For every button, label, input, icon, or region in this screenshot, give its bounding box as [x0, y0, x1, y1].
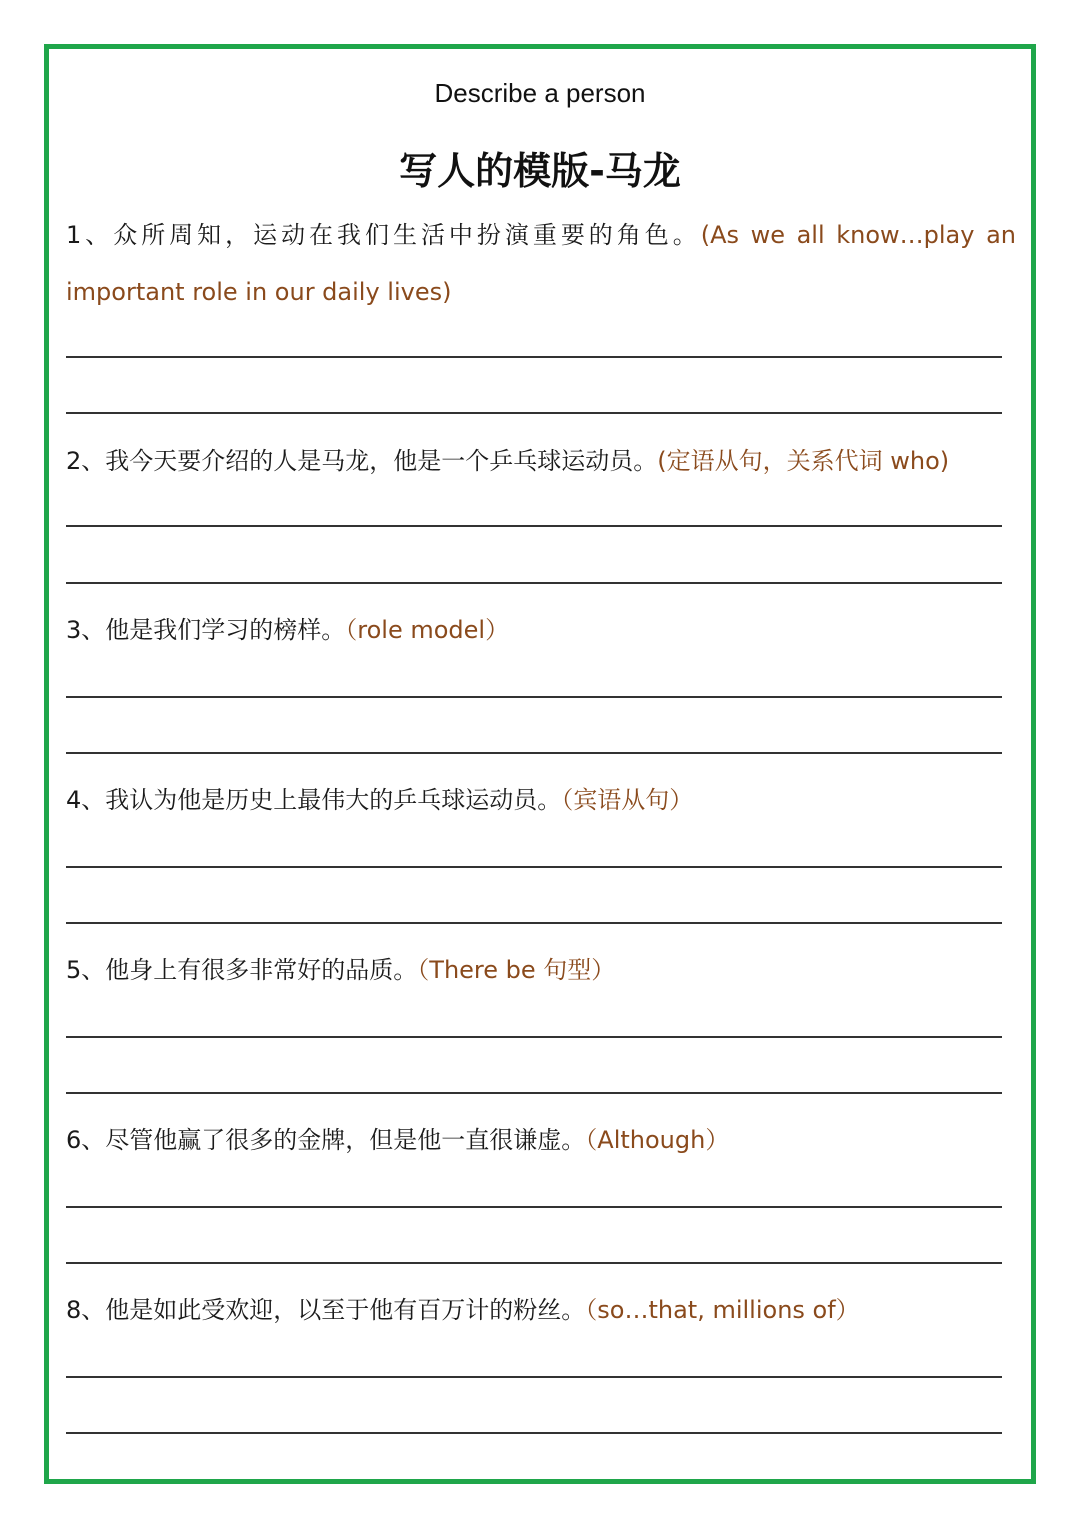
- answer-line[interactable]: [66, 752, 1002, 754]
- prompt-5: [66, 942, 1016, 999]
- answer-line[interactable]: [66, 356, 1002, 358]
- answer-line[interactable]: [66, 1036, 1002, 1038]
- prompt-1: [66, 207, 1016, 321]
- prompt-4-hint: （宾语从句）: [561, 786, 694, 814]
- prompt-6-hint: （Although）: [585, 1126, 730, 1154]
- answer-line[interactable]: [66, 525, 1002, 527]
- answer-line[interactable]: [66, 1206, 1002, 1208]
- prompt-5-text: 5、他身上有很多非常好的品质。: [66, 956, 418, 984]
- answer-line[interactable]: [66, 1262, 1002, 1264]
- prompt-1-text: 1、众所周知，运动在我们生活中扮演重要的角色。: [66, 221, 701, 249]
- answer-line[interactable]: [66, 696, 1002, 698]
- prompt-8-text: 8、他是如此受欢迎，以至于他有百万计的粉丝。: [66, 1296, 586, 1324]
- prompt-1-hint: (As we all know…play an important role in our daily lives): [66, 221, 1016, 306]
- document-subtitle: Describe a person: [434, 78, 646, 108]
- prompt-2-hint: (定语从句，关系代词 who): [657, 447, 950, 475]
- prompt-5-hint: （There be 句型）: [417, 956, 616, 984]
- prompt-2-text: 2、我今天要介绍的人是马龙，他是一个乒乓球运动员。: [66, 447, 658, 475]
- answer-line[interactable]: [66, 412, 1002, 414]
- prompt-3-hint: （role model）: [345, 616, 510, 644]
- answer-line[interactable]: [66, 1092, 1002, 1094]
- prompt-4: [66, 772, 1016, 829]
- answer-line[interactable]: [66, 922, 1002, 924]
- answer-line[interactable]: [66, 866, 1002, 868]
- prompt-8: [66, 1282, 1016, 1339]
- prompt-3: [66, 602, 1016, 659]
- answer-line[interactable]: [66, 582, 1002, 584]
- prompt-2: [66, 433, 1016, 490]
- prompt-4-text: 4、我认为他是历史上最伟大的乒乓球运动员。: [66, 786, 562, 814]
- prompt-6: [66, 1112, 1016, 1169]
- prompt-3-text: 3、他是我们学习的榜样。: [66, 616, 346, 644]
- prompt-8-hint: （so…that, millions of）: [585, 1296, 860, 1324]
- answer-line[interactable]: [66, 1376, 1002, 1378]
- answer-line[interactable]: [66, 1432, 1002, 1434]
- document-title: 写人的模版-马龙: [399, 149, 681, 193]
- prompt-6-text: 6、尽管他赢了很多的金牌，但是他一直很谦虚。: [66, 1126, 586, 1154]
